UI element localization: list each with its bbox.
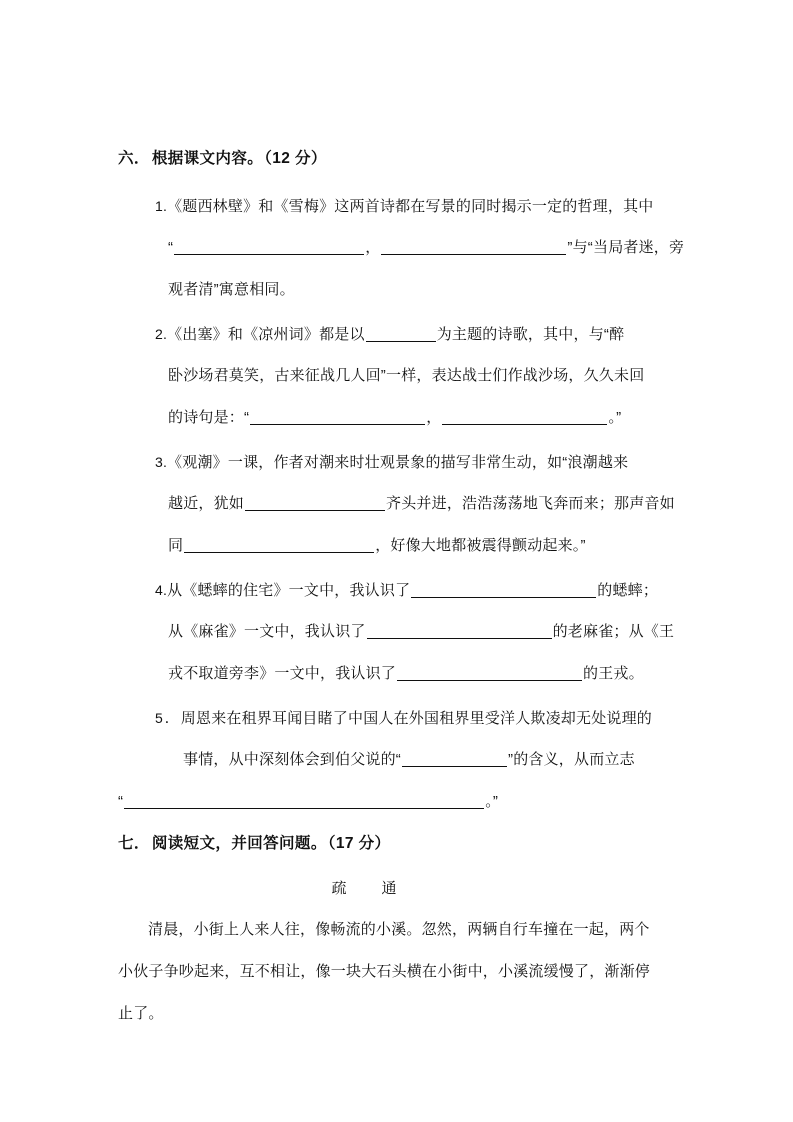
question-1 bbox=[118, 185, 685, 311]
question-2-line-3-lead: 的诗句是：“ bbox=[168, 408, 250, 426]
question-2 bbox=[118, 313, 680, 439]
question-4-line-1 bbox=[118, 569, 680, 611]
passage-title: 疏 通 bbox=[331, 880, 407, 898]
question-4-line-3 bbox=[118, 653, 680, 695]
question-3 bbox=[118, 441, 680, 567]
close-quote: ” bbox=[567, 238, 573, 256]
question-4-line-1-tail: 的蟋蟀； bbox=[597, 581, 659, 599]
question-5-line-1-text: 周恩来在租界耳闻目睹了中国人在外国租界里受洋人欺凌却无处说理的 bbox=[180, 709, 653, 727]
question-3-line-3 bbox=[118, 525, 680, 567]
question-2-line-1-lead: 《出塞》和《凉州词》都是以 bbox=[167, 325, 365, 343]
question-4 bbox=[118, 569, 680, 695]
question-5-line-2 bbox=[118, 739, 680, 781]
question-3-line-2 bbox=[118, 483, 680, 525]
answer-blank-q1-b[interactable] bbox=[381, 237, 566, 255]
question-2-line-2-text: 卧沙场君莫笑，古来征战几人回”一样，表达战士们作战沙场，久久未回 bbox=[168, 366, 645, 384]
section-six-question-list bbox=[118, 185, 685, 823]
question-5-line-2-tail: ”的含义，从而立志 bbox=[508, 750, 635, 768]
question-3-line-1-text: 《观潮》一课，作者对潮来时壮观景象的描写非常生动，如“浪潮越来 bbox=[167, 453, 629, 471]
question-5 bbox=[118, 697, 680, 823]
answer-blank-q2-a[interactable] bbox=[250, 407, 425, 425]
section-six-title: 根据课文内容。 bbox=[151, 150, 264, 167]
question-3-number: 3. bbox=[155, 453, 168, 470]
question-1-line-3-text: 观者清”寓意相同。 bbox=[168, 280, 295, 298]
question-5-line-2-lead: 事情，从中深刻体会到伯父说的“ bbox=[183, 750, 401, 768]
section-six-number: 六． bbox=[118, 150, 150, 167]
answer-blank-q4-wangrong[interactable] bbox=[397, 663, 582, 681]
question-4-line-1-lead: 从《蟋蟀的住宅》一文中，我认识了 bbox=[167, 581, 411, 599]
question-4-line-2-lead: 从《麻雀》一文中，我认识了 bbox=[168, 622, 366, 640]
answer-blank-q5-uncle-saying[interactable] bbox=[402, 749, 507, 767]
blank-separator-comma: ， bbox=[426, 408, 442, 426]
question-5-line-3-tail: 。” bbox=[485, 792, 499, 810]
question-1-line-2 bbox=[118, 227, 685, 269]
question-1-text: 《题西林壁》和《雪梅》这两首诗都在写景的同时揭示一定的哲理，其中 bbox=[167, 197, 654, 215]
section-gap bbox=[118, 825, 680, 835]
question-5-line-1 bbox=[118, 697, 680, 739]
question-5-line-3 bbox=[118, 781, 680, 823]
question-2-number: 2. bbox=[155, 325, 168, 342]
answer-blank-q2-b[interactable] bbox=[442, 407, 607, 425]
answer-blank-q4-sparrow[interactable] bbox=[367, 621, 552, 639]
passage-line-1: 清晨，小街上人来人往，像畅流的小溪。忽然，两辆自行车撞在一起，两个 bbox=[148, 921, 650, 939]
section-seven-score: （17 分） bbox=[327, 834, 391, 852]
passage-line-2: 小伙子争吵起来，互不相让，像一块大石头横在小街中，小溪流缓慢了，渐渐停 bbox=[118, 963, 651, 981]
question-2-line-3 bbox=[118, 397, 680, 439]
question-1-line-1 bbox=[118, 185, 680, 227]
question-4-number: 4. bbox=[155, 581, 168, 598]
section-seven-heading bbox=[118, 835, 680, 854]
question-1-line-3 bbox=[118, 269, 680, 311]
question-3-line-3-lead: 同 bbox=[168, 536, 184, 554]
question-2-line-1 bbox=[118, 313, 680, 355]
answer-blank-q1-a[interactable] bbox=[174, 237, 364, 255]
open-quote: “ bbox=[168, 238, 174, 256]
passage-line-3: 止了。 bbox=[118, 1005, 164, 1023]
question-3-line-1 bbox=[118, 441, 680, 483]
reading-passage bbox=[118, 909, 680, 1035]
section-seven-number: 七． bbox=[118, 834, 150, 852]
question-4-line-2-tail: 的老麻雀；从《王 bbox=[552, 622, 675, 640]
open-quote: “ bbox=[118, 792, 124, 810]
answer-blank-q3-b[interactable] bbox=[184, 535, 374, 553]
section-seven-title: 阅读短文，并回答问题。 bbox=[151, 834, 327, 852]
question-2-line-1-tail: 为主题的诗歌，其中，与“醉 bbox=[436, 325, 625, 343]
answer-blank-q4-cricket[interactable] bbox=[411, 580, 596, 598]
question-4-line-3-lead: 戎不取道旁李》一文中，我认识了 bbox=[168, 664, 397, 682]
question-4-line-3-tail: 的王戎。 bbox=[583, 664, 644, 682]
question-3-line-2-lead: 越近，犹如 bbox=[168, 494, 245, 512]
question-3-line-3-tail: ，好像大地都被震得颤动起来。” bbox=[375, 536, 586, 554]
answer-blank-q5-aspiration[interactable] bbox=[124, 791, 484, 809]
question-4-line-2 bbox=[118, 611, 680, 653]
blank-separator-comma: ， bbox=[365, 238, 381, 256]
question-1-number: 1. bbox=[155, 197, 168, 214]
answer-blank-q3-a[interactable] bbox=[245, 493, 385, 511]
question-5-number: 5． bbox=[155, 709, 181, 726]
section-six-heading bbox=[118, 150, 680, 169]
question-2-line-3-tail: 。” bbox=[608, 408, 622, 426]
answer-blank-q2-theme[interactable] bbox=[366, 324, 436, 342]
section-six-score: （12 分） bbox=[264, 150, 327, 167]
question-1-line-2-tail: 与“当局者迷，旁 bbox=[572, 238, 685, 256]
question-3-line-2-tail: 齐头并进，浩浩荡荡地飞奔而来；那声音如 bbox=[386, 494, 675, 512]
question-2-line-2 bbox=[118, 355, 680, 397]
